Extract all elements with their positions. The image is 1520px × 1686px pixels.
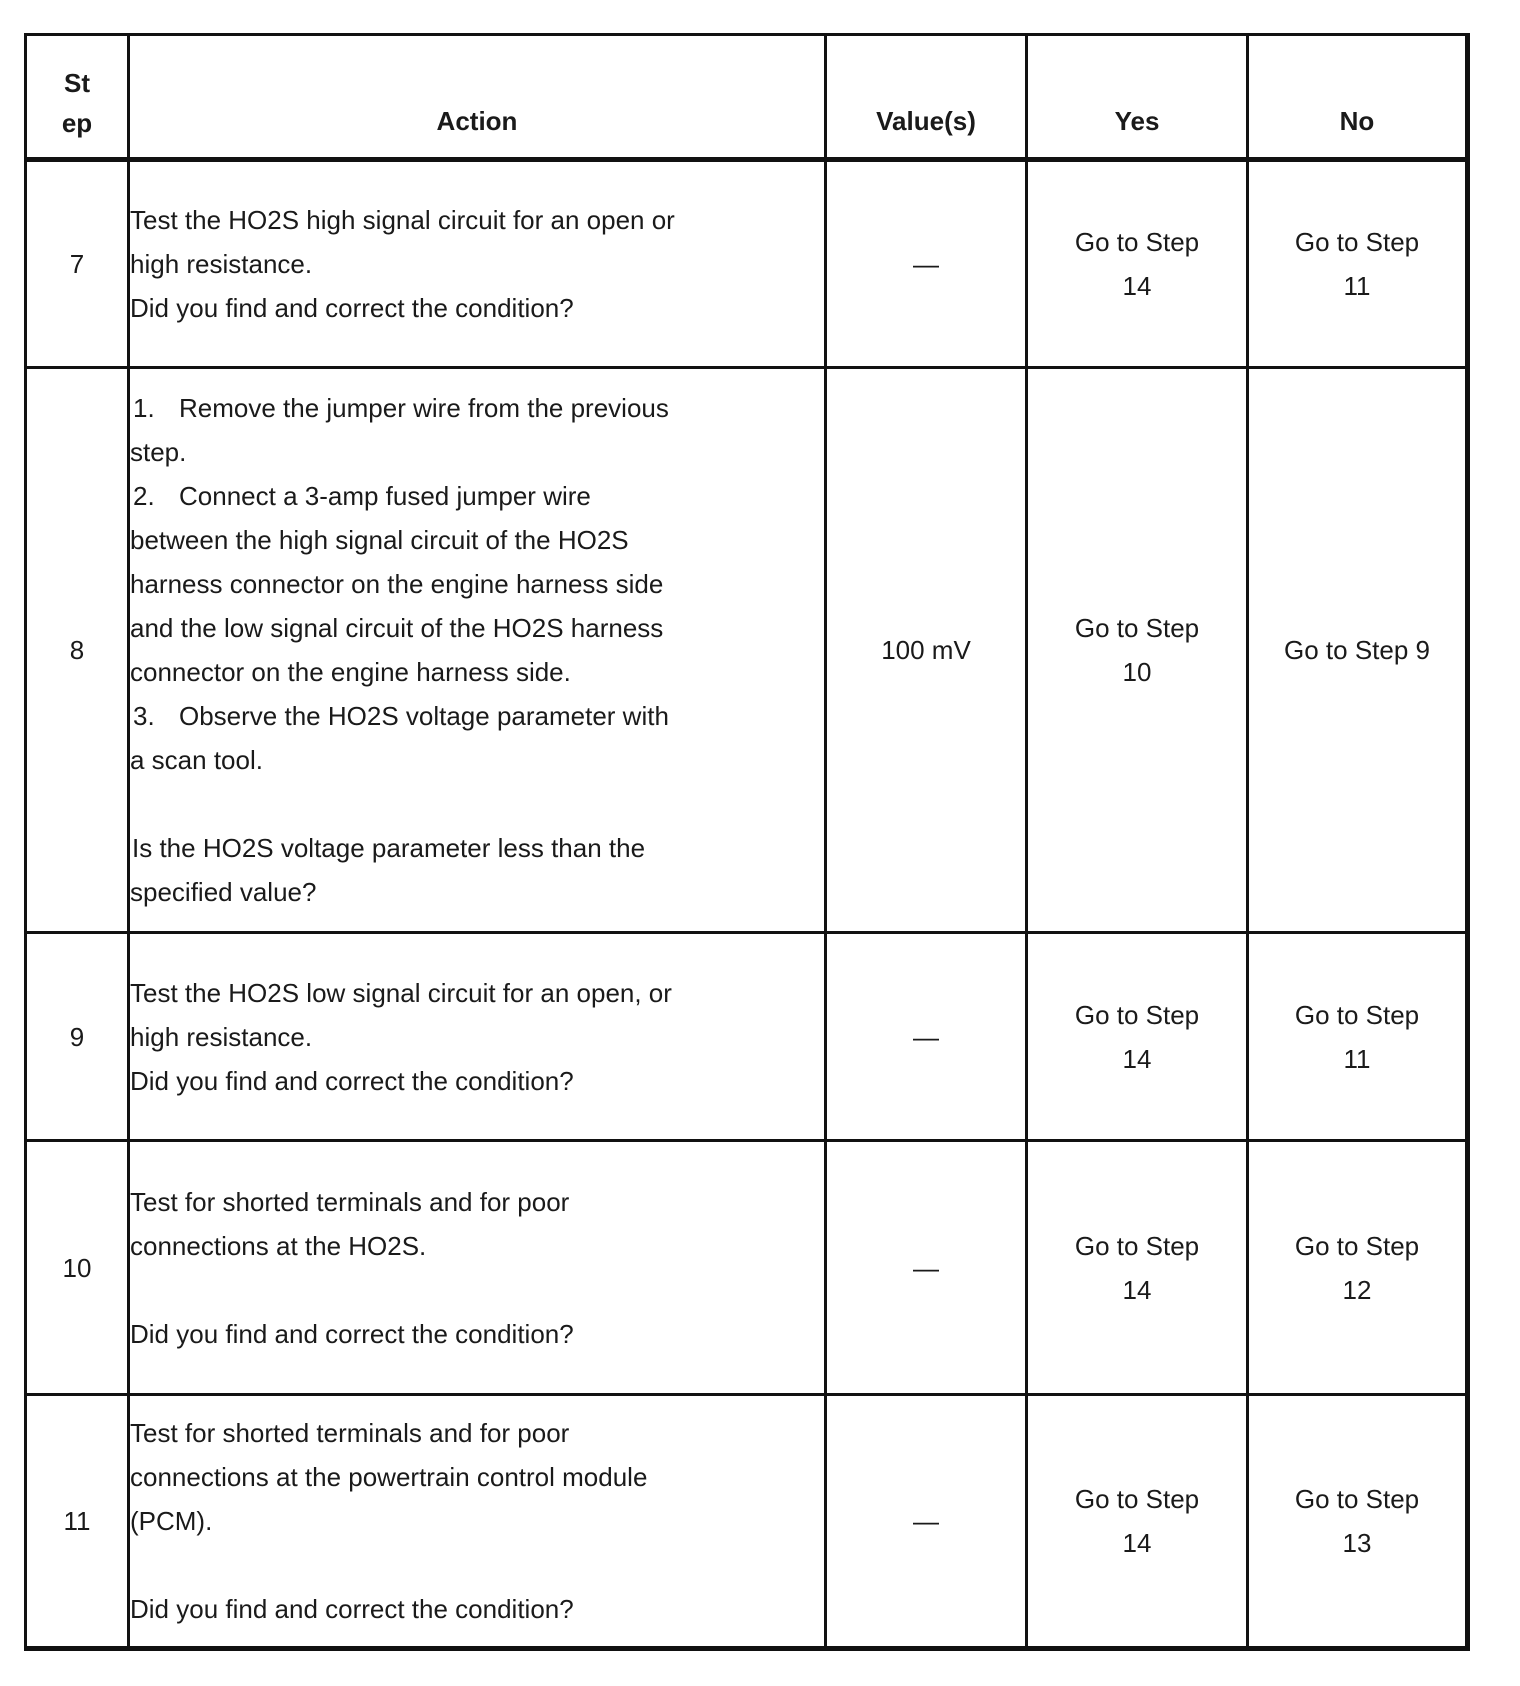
value-cell: —	[826, 1141, 1027, 1395]
header-no: No	[1248, 35, 1468, 160]
header-yes: Yes	[1027, 35, 1248, 160]
step-number: 9	[26, 933, 129, 1141]
step-number: 10	[26, 1141, 129, 1395]
yes-cell: Go to Step 14	[1027, 1141, 1248, 1395]
table-row	[26, 160, 1468, 368]
yes-cell: Go to Step 14	[1027, 1395, 1248, 1649]
no-cell: Go to Step 11	[1248, 933, 1468, 1141]
header-values: Value(s)	[826, 35, 1027, 160]
action-cell: 1. Remove the jumper wire from the previous step. 2. Connect a 3-amp fused jumper wire between the high signal circuit of the HO2S harness connector on the engine harness side and the low signal circuit of the HO2S harness connector on the engine harness side. 3. Observe the HO2S voltage parameter with a scan tool. Is the HO2S voltage parameter less than the specified value?	[129, 368, 826, 933]
header-action: Action	[129, 35, 826, 160]
yes-cell: Go to Step 14	[1027, 933, 1248, 1141]
table-row	[26, 1395, 1468, 1649]
action-cell: Test for shorted terminals and for poor connections at the HO2S. Did you find and correct the condition?	[129, 1141, 826, 1395]
header-step: St ep	[26, 35, 129, 160]
diagnostic-steps-table	[24, 33, 1470, 1651]
value-cell: —	[826, 933, 1027, 1141]
no-cell: Go to Step 11	[1248, 160, 1468, 368]
value-cell: —	[826, 160, 1027, 368]
no-cell: Go to Step 9	[1248, 368, 1468, 933]
value-cell: —	[826, 1395, 1027, 1649]
table-row	[26, 933, 1468, 1141]
action-cell: Test the HO2S high signal circuit for an open or high resistance. Did you find and correct the condition?	[129, 160, 826, 368]
table-header-row	[26, 35, 1468, 160]
action-cell: Test for shorted terminals and for poor connections at the powertrain control module (PCM). Did you find and correct the condition?	[129, 1395, 826, 1649]
step-number: 7	[26, 160, 129, 368]
no-cell: Go to Step 12	[1248, 1141, 1468, 1395]
step-number: 11	[26, 1395, 129, 1649]
list-item: 2. Connect a 3-amp fused jumper wire	[133, 481, 591, 511]
action-cell: Test the HO2S low signal circuit for an open, or high resistance. Did you find and correct the condition?	[129, 933, 826, 1141]
step-number: 8	[26, 368, 129, 933]
no-cell: Go to Step 13	[1248, 1395, 1468, 1649]
yes-cell: Go to Step 10	[1027, 368, 1248, 933]
table-row	[26, 368, 1468, 933]
yes-cell: Go to Step 14	[1027, 160, 1248, 368]
list-item: 1. Remove the jumper wire from the previous	[133, 393, 669, 423]
table-row	[26, 1141, 1468, 1395]
value-cell: 100 mV	[826, 368, 1027, 933]
list-item: 3. Observe the HO2S voltage parameter with	[133, 701, 669, 731]
